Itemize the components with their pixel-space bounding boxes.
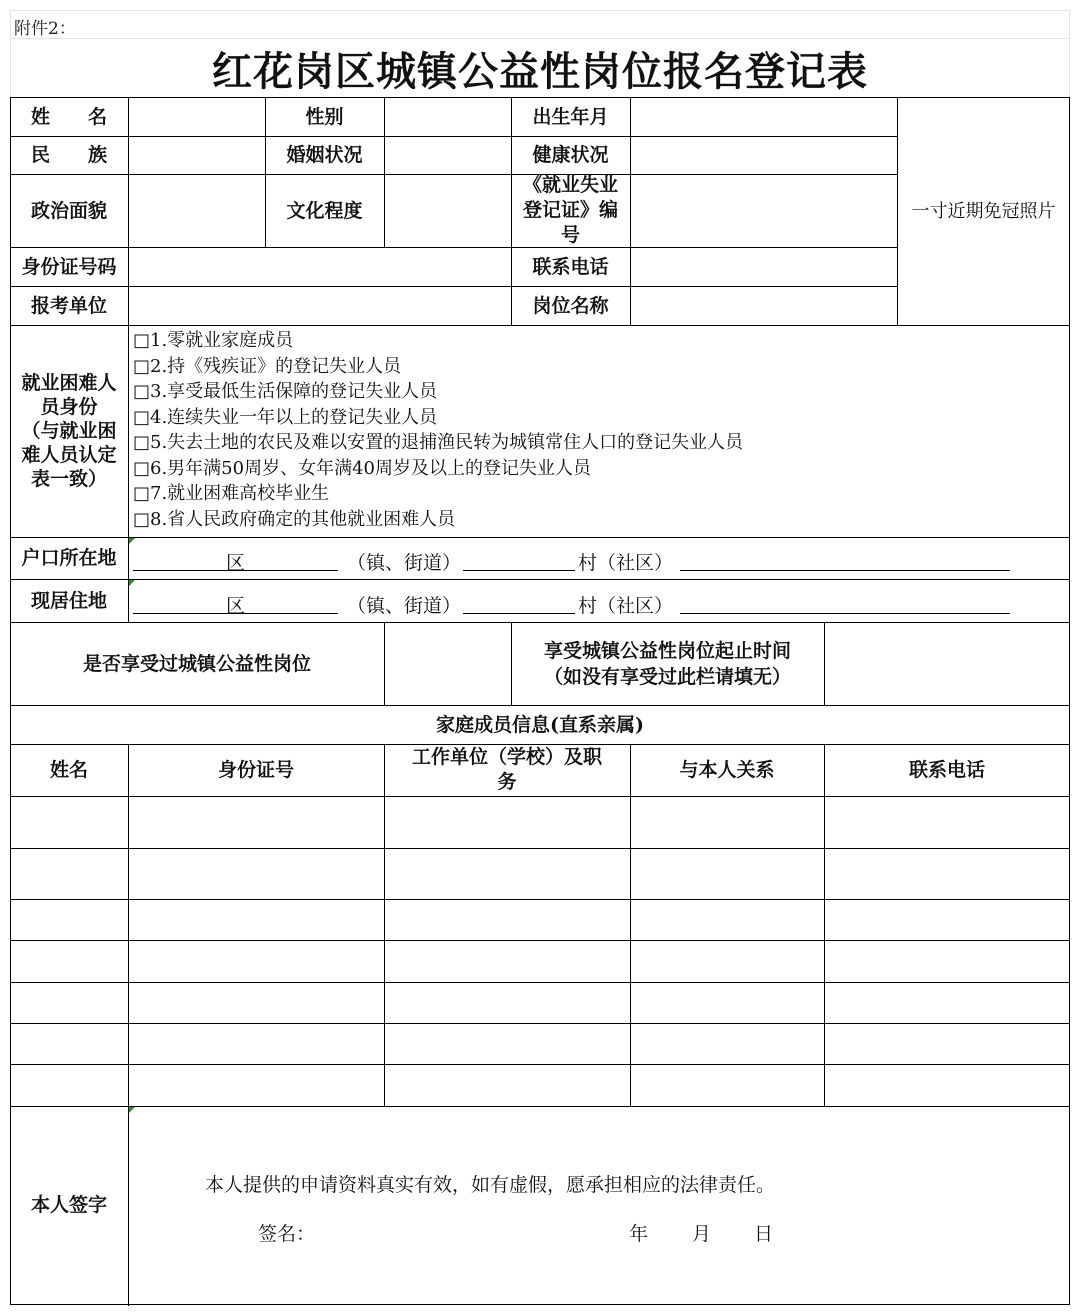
family-row-5[interactable] — [11, 983, 1069, 1023]
form-title: 红花岗区城镇公益性岗位报名登记表 — [212, 49, 868, 95]
family-row-7[interactable] — [11, 1065, 1069, 1106]
town-suffix: （镇、街道） — [347, 552, 462, 574]
unit-field[interactable] — [129, 287, 511, 325]
family-col-id: 身份证号 — [217, 759, 294, 781]
political-field[interactable] — [129, 175, 265, 247]
hardship-option-checkbox[interactable]: □2.持《残疾证》的登记失业人员 — [133, 355, 402, 377]
gender-field[interactable] — [385, 98, 511, 136]
table-line — [10, 325, 1070, 326]
birth-label: 出生年月 — [532, 105, 609, 128]
family-col-phone: 联系电话 — [908, 759, 985, 781]
residence-town-blank[interactable] — [463, 613, 575, 614]
hardship-label-line: 员身份 — [40, 396, 98, 418]
ethnicity-label: 民 族 — [30, 144, 107, 166]
hardship-option-checkbox[interactable]: □7.就业困难高校毕业生 — [133, 483, 330, 504]
unit-label: 报考单位 — [30, 294, 107, 317]
family-row-1[interactable] — [11, 797, 1069, 848]
cell-marker-icon — [129, 1107, 135, 1113]
hardship-option-checkbox[interactable]: □8.省人民政府确定的其他就业困难人员 — [133, 508, 456, 530]
district-suffix: 区 — [226, 552, 246, 574]
employment-cert-field[interactable] — [631, 175, 897, 247]
political-label: 政治面貌 — [30, 199, 107, 222]
family-col-name: 姓名 — [49, 759, 88, 781]
period-label-line: （如没有享受过此栏请填无） — [543, 665, 791, 688]
hardship-option-checkbox[interactable]: □4.连续失业一年以上的登记失业人员 — [133, 406, 438, 428]
residence-label: 现居住地 — [30, 589, 107, 612]
hukou-label: 户口所在地 — [21, 547, 117, 569]
hardship-label-line: 就业困难人 — [21, 372, 117, 394]
attachment-label: 附件2： — [14, 19, 76, 39]
employment-cert-label — [511, 174, 630, 247]
ethnicity-field[interactable] — [129, 137, 265, 174]
district-suffix: 区 — [226, 595, 246, 617]
cell-marker-icon — [129, 580, 135, 586]
date-year-label: 年 — [629, 1223, 649, 1245]
phone-label: 联系电话 — [532, 255, 609, 278]
family-row-3[interactable] — [11, 900, 1069, 940]
id-label: 身份证号码 — [21, 255, 117, 278]
gender-label: 性别 — [305, 105, 344, 128]
family-row-4[interactable] — [11, 941, 1069, 982]
table-line — [10, 537, 1070, 538]
village-suffix: 村（社区） — [578, 595, 674, 617]
table-line — [10, 1106, 1070, 1107]
hukou-detail-blank[interactable] — [680, 570, 1010, 571]
family-col-relation: 与本人关系 — [679, 759, 775, 781]
hardship-label-line: 表一致） — [30, 468, 107, 490]
health-field[interactable] — [631, 137, 897, 174]
education-label: 文化程度 — [286, 199, 363, 222]
period-label-line: 享受城镇公益性岗位起止时间 — [543, 639, 791, 662]
past-post-period-label — [511, 622, 824, 705]
grid-line — [10, 38, 1070, 39]
hardship-option-checkbox[interactable]: □1.零就业家庭成员 — [133, 330, 294, 351]
table-line — [10, 579, 1070, 580]
table-border — [1069, 97, 1070, 1305]
cert-label-line: 登记证》编 — [522, 199, 618, 221]
past-post-question: 是否享受过城镇公益性岗位 — [82, 652, 311, 675]
birth-field[interactable] — [631, 98, 897, 136]
sign-name-label: 签名： — [258, 1223, 316, 1245]
hardship-option-checkbox[interactable]: □6.男年满50周岁、女年满40周岁及以上的登记失业人员 — [133, 457, 591, 479]
education-field[interactable] — [385, 175, 511, 247]
phone-field[interactable] — [631, 248, 897, 286]
post-label: 岗位名称 — [532, 294, 609, 317]
family-section-title: 家庭成员信息(直系亲属) — [436, 713, 644, 736]
id-field[interactable] — [129, 248, 511, 286]
work-col-line: 务 — [497, 771, 517, 793]
hardship-label-line: 难人员认定 — [21, 444, 117, 466]
name-label: 姓 名 — [30, 105, 107, 128]
hardship-label-line: （与就业困 — [21, 420, 117, 442]
past-post-period-field[interactable] — [825, 623, 1069, 705]
family-col-work — [384, 744, 630, 796]
signature-field[interactable] — [320, 1212, 600, 1248]
declaration-text: 本人提供的申请资料真实有效，如有虚假，愿承担相应的法律责任。 — [205, 1174, 776, 1196]
date-month-label: 月 — [692, 1223, 712, 1245]
marital-field[interactable] — [385, 137, 511, 174]
hardship-label — [10, 325, 128, 537]
photo-box: 一寸近期免冠照片 — [911, 200, 1056, 222]
family-row-6[interactable] — [11, 1024, 1069, 1064]
hardship-option-checkbox[interactable]: □5.失去土地的农民及难以安置的退捕渔民转为城镇常住人口的登记失业人员 — [133, 432, 744, 453]
marital-label: 婚姻状况 — [286, 144, 363, 166]
hardship-option-checkbox[interactable]: □3.享受最低生活保障的登记失业人员 — [133, 381, 438, 402]
table-border — [10, 1304, 1070, 1305]
village-suffix: 村（社区） — [578, 552, 674, 574]
name-field[interactable] — [129, 98, 265, 136]
cell-marker-icon — [129, 538, 135, 544]
date-day-label: 日 — [754, 1223, 774, 1245]
hardship-options — [133, 328, 743, 532]
signature-label: 本人签字 — [30, 1194, 107, 1216]
past-post-answer-field[interactable] — [385, 623, 511, 705]
residence-detail-blank[interactable] — [680, 613, 1010, 614]
health-label: 健康状况 — [532, 144, 609, 166]
grid-line — [10, 10, 1070, 11]
town-suffix: （镇、街道） — [347, 595, 462, 617]
cert-label-line: 《就业失业 — [522, 174, 618, 196]
family-row-2[interactable] — [11, 849, 1069, 899]
cert-label-line: 号 — [560, 224, 580, 246]
post-field[interactable] — [631, 287, 897, 325]
hukou-town-blank[interactable] — [463, 570, 575, 571]
work-col-line: 工作单位（学校）及职 — [411, 746, 602, 768]
